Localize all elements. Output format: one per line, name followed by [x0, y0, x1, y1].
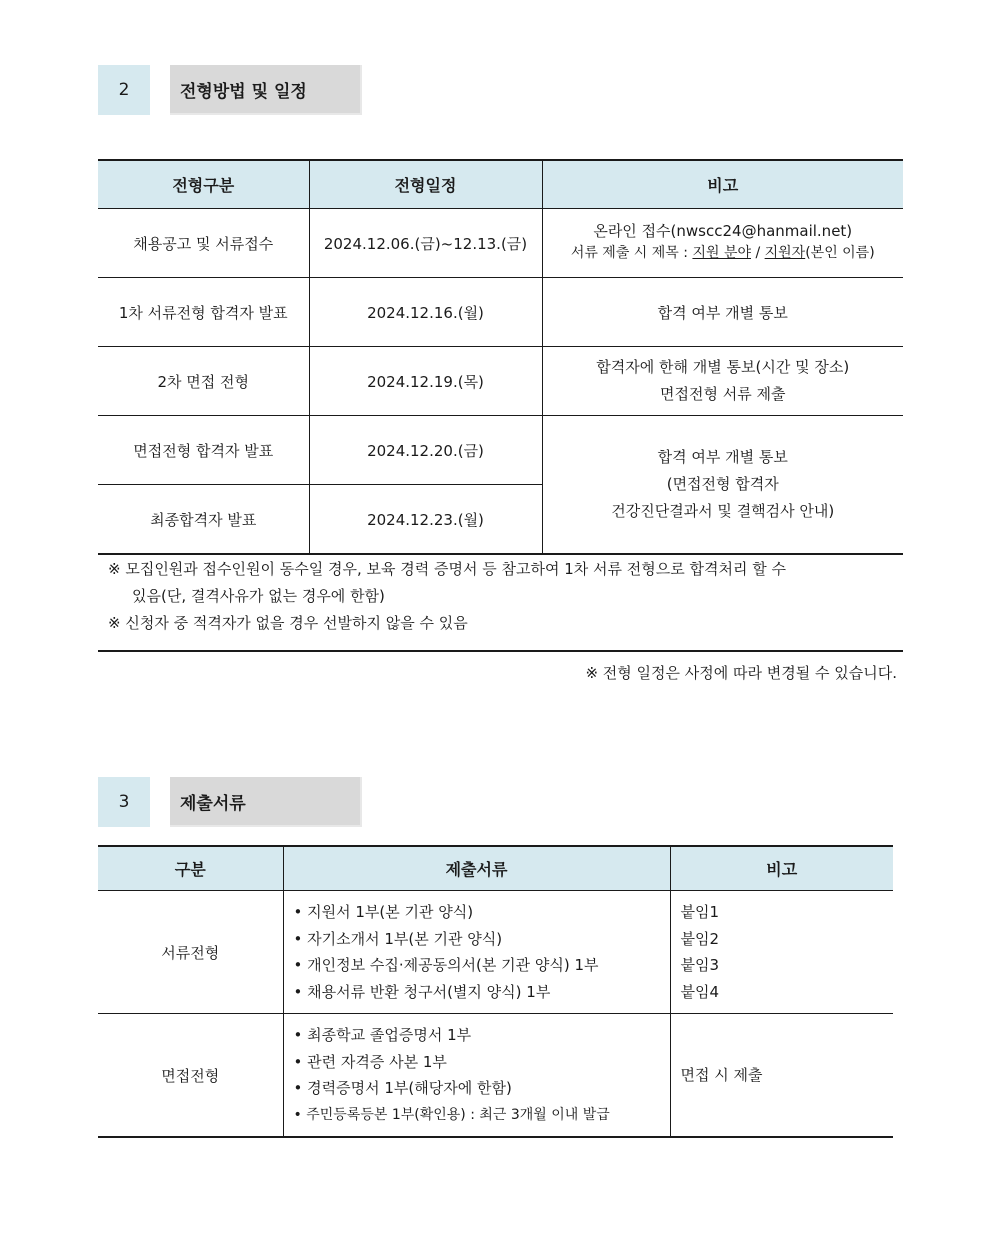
section-title: 전형방법 및 일정 [170, 65, 362, 115]
category-cell: 면접전형 [98, 1014, 283, 1138]
column-header: 전형구분 [98, 160, 309, 209]
memo-line: 붙임1 [680, 903, 720, 921]
note-line: 합격자에 한해 개별 통보(시간 및 장소) [596, 358, 850, 376]
note-text: ※ 모집인원과 접수인원이 동수일 경우, 보육 경력 증명서 등 참고하여 1차 서류 전형으로 합격처리 할 수 [108, 560, 787, 578]
note-text: (본인 이름) [805, 245, 875, 261]
note-cell [542, 347, 903, 416]
document-list [283, 1014, 670, 1138]
note-line: 합격 여부 개별 통보 [657, 448, 788, 466]
column-header: 비고 [542, 160, 903, 209]
table-row [98, 1014, 893, 1138]
stage-cell: 1차 서류전형 합격자 발표 [98, 278, 309, 347]
table-row [98, 278, 903, 347]
divider [98, 650, 903, 652]
stage-cell: 2차 면접 전형 [98, 347, 309, 416]
note-text: ※ 신청자 중 적격자가 없을 경우 선발하지 않을 수 있음 [108, 614, 468, 632]
section-title: 제출서류 [170, 777, 362, 827]
note-text: 서류 제출 시 제목 : [570, 245, 693, 261]
table-row [98, 416, 903, 485]
category-cell: 서류전형 [98, 891, 283, 1014]
note-underlined: 지원 분야 [692, 245, 751, 261]
note-underlined: 지원자 [764, 245, 806, 261]
section-number: 2 [98, 65, 150, 115]
memo-line: 붙임4 [680, 982, 720, 1001]
footnote: ※ 전형 일정은 사정에 따라 변경될 수 있습니다. [585, 664, 897, 682]
list-item: • 지원서 1부(본 기관 양식) [294, 899, 669, 926]
note-line [544, 241, 903, 266]
note-cell: 합격 여부 개별 통보 [542, 278, 903, 347]
stage-cell: 면접전형 합격자 발표 [98, 416, 309, 485]
note-line: 온라인 접수(nwscc24@hanmail.net) [593, 222, 853, 240]
notes [108, 556, 898, 637]
table-row [98, 891, 893, 1014]
list-item: • 주민등록등본 1부(확인용) : 최근 3개월 이내 발급 [294, 1102, 669, 1129]
memo-line: 붙임3 [680, 956, 720, 974]
column-header: 비고 [670, 846, 893, 891]
documents-table [98, 845, 893, 1138]
date-cell: 2024.12.23.(월) [309, 485, 542, 555]
table-header-row [98, 160, 903, 209]
note-text: 있음(단, 결격사유가 없는 경우에 한함) [132, 587, 385, 605]
memo-line: 붙임2 [680, 929, 720, 948]
section-number: 3 [98, 777, 150, 827]
table-header-row [98, 846, 893, 891]
table-row [98, 347, 903, 416]
table-row [98, 209, 903, 278]
date-cell: 2024.12.06.(금)~12.13.(금) [309, 209, 542, 278]
memo-cell [670, 891, 893, 1014]
list-item: • 관련 자격증 사본 1부 [294, 1049, 669, 1076]
list-item: • 자기소개서 1부(본 기관 양식) [294, 926, 669, 953]
list-item: • 채용서류 반환 청구서(별지 양식) 1부 [294, 979, 669, 1006]
list-item: • 경력증명서 1부(해당자에 한함) [294, 1075, 669, 1102]
schedule-table [98, 159, 903, 555]
note-line: 면접전형 서류 제출 [660, 385, 786, 403]
column-header: 구분 [98, 846, 283, 891]
note-line: 건강진단결과서 및 결핵검사 안내) [611, 502, 835, 520]
date-cell: 2024.12.16.(월) [309, 278, 542, 347]
stage-cell: 채용공고 및 서류접수 [98, 209, 309, 278]
column-header: 전형일정 [309, 160, 542, 209]
list-item: • 개인정보 수집·제공동의서(본 기관 양식) 1부 [294, 952, 669, 979]
date-cell: 2024.12.20.(금) [309, 416, 542, 485]
document-list [283, 891, 670, 1014]
column-header: 제출서류 [283, 846, 670, 891]
stage-cell: 최종합격자 발표 [98, 485, 309, 555]
date-cell: 2024.12.19.(목) [309, 347, 542, 416]
memo-cell: 면접 시 제출 [670, 1014, 893, 1138]
note-cell [542, 209, 903, 278]
merged-note-cell [542, 416, 903, 555]
list-item: • 최종학교 졸업증명서 1부 [294, 1022, 669, 1049]
note-line: (면접전형 합격자 [666, 475, 779, 493]
note-text: / [751, 245, 765, 261]
